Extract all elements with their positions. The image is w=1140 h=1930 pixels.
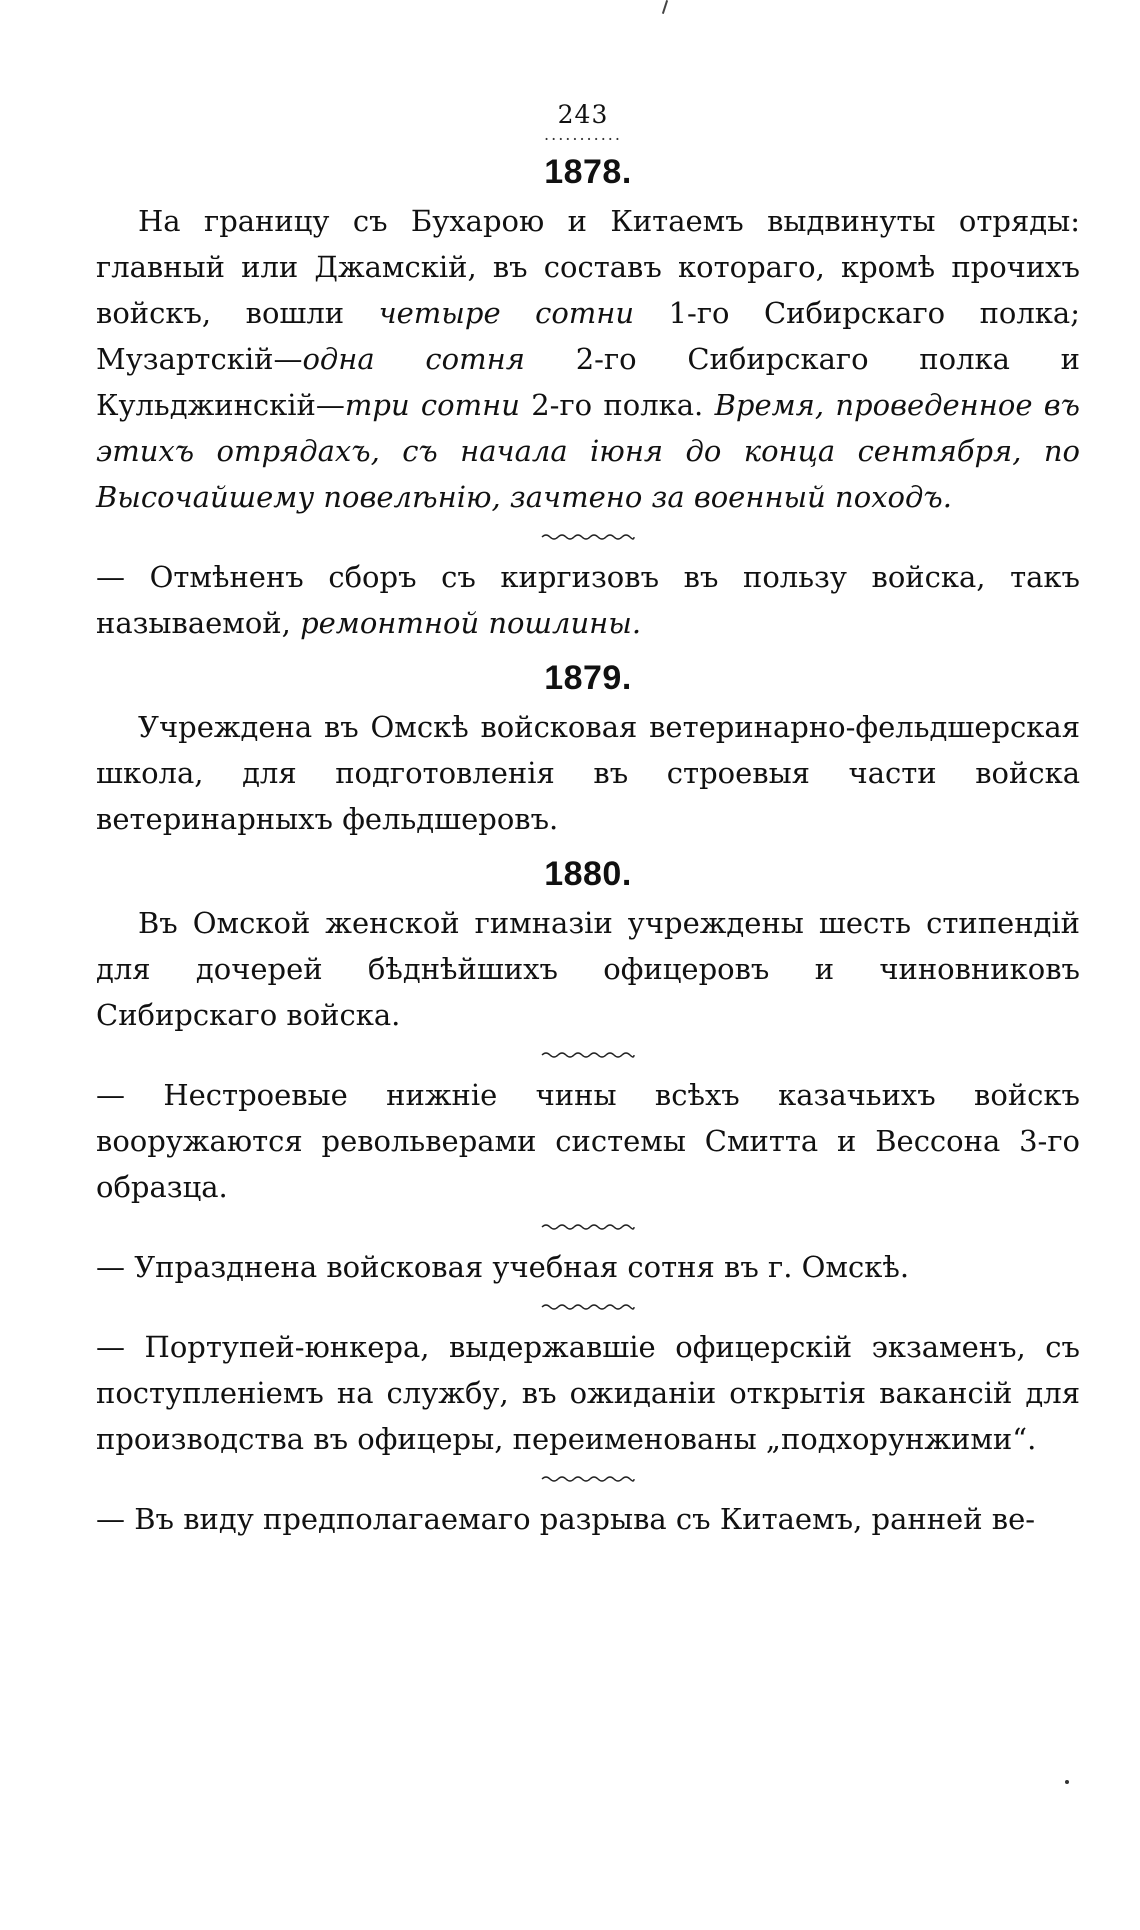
wavy-separator <box>96 1038 1080 1072</box>
italic-run: ремонтной пошлины. <box>300 606 642 640</box>
italic-run: одна сотня <box>302 342 525 376</box>
year-heading-1879: 1879. <box>544 659 632 697</box>
wavy-separator <box>96 1290 1080 1324</box>
text-run: 2-го полка. <box>519 388 715 422</box>
wavy-line-icon <box>540 1474 636 1484</box>
text-run: — Отмѣненъ сборъ съ киргизовъ въ пользу войска, такъ называемой, <box>96 560 1080 640</box>
wavy-separator <box>96 520 1080 554</box>
document-page <box>96 100 1080 1542</box>
paragraph-1878-detachments <box>96 198 1080 520</box>
text-run: На границу съ Бухарою и Китаемъ выдвинуты отряды: главный или Джамскій, въ составъ котораго, кромѣ прочихъ войскъ, вошли <box>96 204 1080 330</box>
margin-mark <box>662 0 668 14</box>
page-number: 243 <box>557 100 609 129</box>
paragraph-1880-junkers: — Портупей-юнкера, выдержавшіе офицерскій экзаменъ, съ поступленіемъ на службу, въ ожиданіи открытія вакансій для производства въ офицеры, переименованы „подхорунжими“. <box>96 1330 1080 1456</box>
wavy-separator <box>96 1462 1080 1496</box>
text-run: 1-го Сибирскаго полка; Музартскій— <box>96 296 1080 376</box>
paragraph-1878-tax <box>96 554 1080 646</box>
paragraph-1880-china: — Въ виду предполагаемаго разрыва съ Китаемъ, ранней ве- <box>96 1502 1036 1536</box>
paragraph-1880-revolvers: — Нестроевые нижніе чины всѣхъ казачьихъ войскъ вооружаются револьверами системы Смитта и Вессона 3-го образца. <box>96 1078 1080 1204</box>
paragraph-1880-training-sotnia: — Упразднена войсковая учебная сотня въ г. Омскѣ. <box>96 1250 910 1284</box>
wavy-line-icon <box>540 1222 636 1232</box>
italic-run: Время, проведенное въ этихъ отрядахъ, съ начала іюня до конца сентября, по Высочайшему повелѣнію, зачтено за военный походъ. <box>96 388 1080 514</box>
year-heading-1880: 1880. <box>544 855 632 893</box>
italic-run: четыре сотни <box>378 296 635 330</box>
paragraph-1880-gymnasium: Въ Омской женской гимназіи учреждены шесть стипендій для дочерей бѣднѣйшихъ офицеровъ и чиновниковъ Сибирскаго войска. <box>96 906 1080 1032</box>
page-speck <box>1065 1780 1069 1784</box>
wavy-line-icon <box>540 1050 636 1060</box>
wavy-line-icon <box>540 1302 636 1312</box>
wavy-separator <box>96 1210 1080 1244</box>
wavy-line-icon <box>540 532 636 542</box>
italic-run: три сотни <box>344 388 520 422</box>
paragraph-1879-school: Учреждена въ Омскѣ войсковая ветеринарно-фельдшерская школа, для подготовленія въ строевыя части войска ветеринарныхъ фельдшеровъ. <box>96 710 1080 836</box>
page-number-dots: ........... <box>544 125 622 144</box>
text-run: 2-го Сибирскаго полка и Кульджинскій— <box>96 342 1080 422</box>
year-heading-1878: 1878. <box>544 153 632 191</box>
